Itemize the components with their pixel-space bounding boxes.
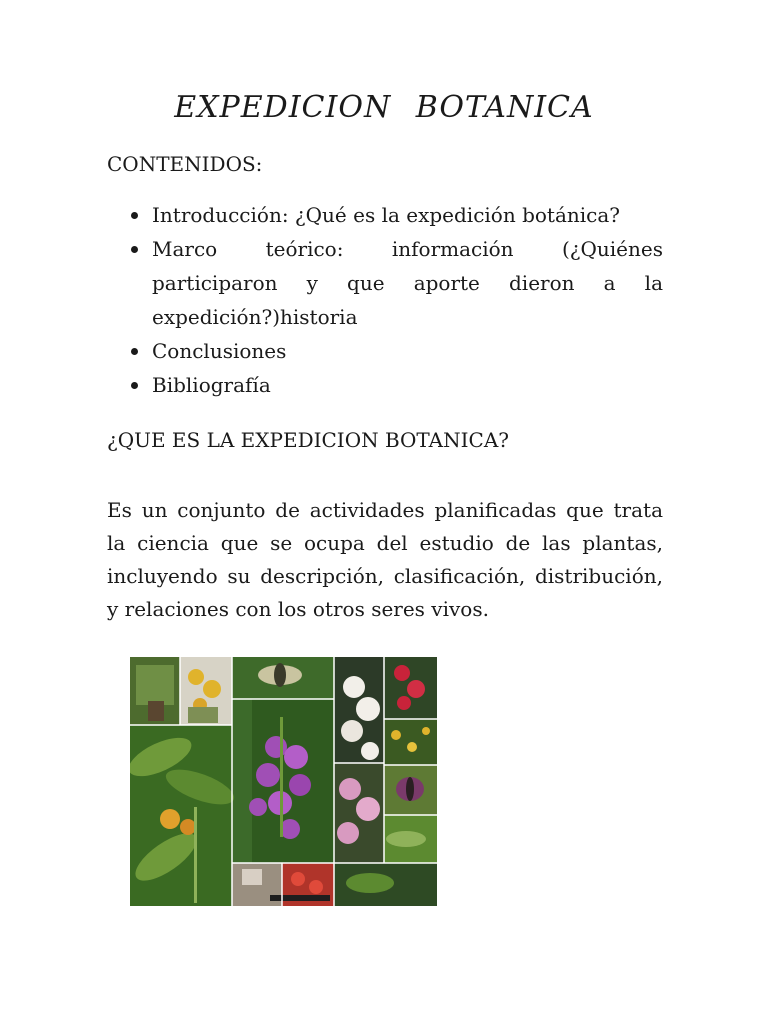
contents-item-text: Introducción: ¿Qué es la expedición botánica? [152, 203, 621, 227]
contents-item [107, 232, 663, 334]
bullet-icon [131, 212, 138, 219]
bullet-icon [131, 382, 138, 389]
contents-item [107, 198, 663, 232]
bullet-icon [131, 348, 138, 355]
section-heading: ¿QUE ES LA EXPEDICION BOTANICA? [107, 428, 509, 452]
contents-item-text: Marco teórico: información (¿Quiénes participaron y que aporte dieron a la expedición?)historia [152, 237, 663, 329]
contents-item [107, 334, 663, 368]
definition-paragraph: Es un conjunto de actividades planificadas que trata la ciencia que se ocupa del estudio de las plantas, incluyendo su descripción, clasificación, distribución, y relaciones con los otros seres vivos. [107, 498, 663, 621]
collage-illustration [130, 657, 437, 906]
contents-item-text: Conclusiones [152, 339, 287, 363]
contents-list [107, 198, 663, 402]
document-title: EXPEDICION BOTANICA [174, 90, 594, 125]
contents-item [107, 368, 663, 402]
bullet-icon [131, 246, 138, 253]
plant-photo-collage [130, 657, 437, 906]
contents-item-text: Bibliografía [152, 373, 271, 397]
contents-label: CONTENIDOS: [107, 152, 263, 176]
